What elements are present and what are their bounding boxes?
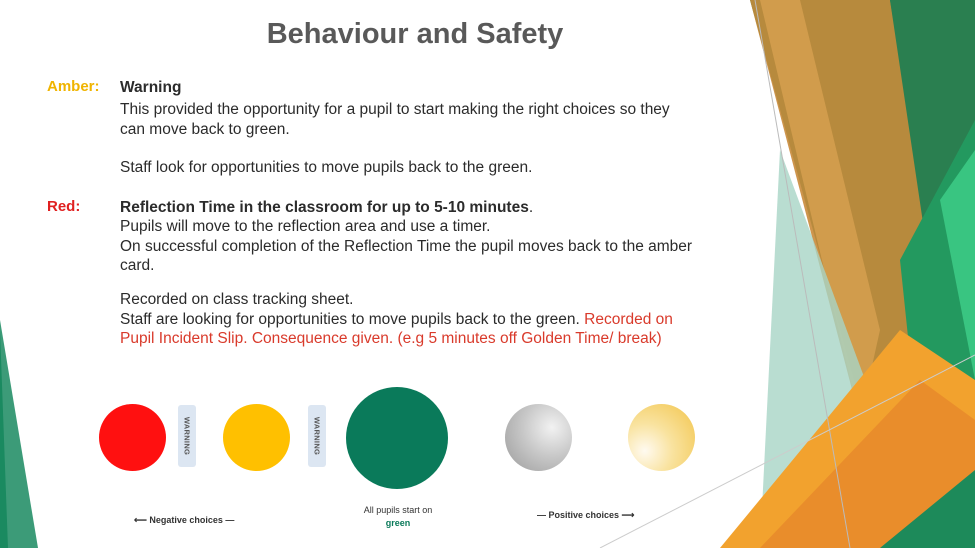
positive-choices-label: — Positive choices ⟶ — [537, 510, 635, 520]
red-heading-end: . — [528, 199, 534, 216]
amber-text-line-3: Staff look for opportunities to move pupils back to the green. — [120, 159, 533, 176]
red-label: Red: — [47, 198, 81, 215]
silver-card-circle — [505, 404, 572, 471]
amber-card-circle — [223, 404, 290, 471]
red-text-line-3: card. — [120, 257, 155, 274]
red-heading: Reflection Time in the classroom for up to 5-10 minutes — [120, 199, 529, 216]
amber-heading: Warning — [120, 79, 182, 96]
red-text-line-5 — [120, 310, 673, 330]
amber-text-line-2: can move back to green. — [120, 121, 290, 138]
start-green-text: green — [385, 518, 411, 528]
red-text-line-1: Pupils will move to the reflection area and use a timer. — [120, 218, 491, 235]
red-text-line-5b: Recorded on — [579, 311, 673, 328]
red-text-line-2: On successful completion of the Reflection Time the pupil moves back to the amber — [120, 238, 693, 255]
amber-text-line-1: This provided the opportunity for a pupil to start making the right choices so they — [120, 101, 670, 118]
warning-tag-2 — [308, 405, 326, 467]
warning-tag-1 — [178, 405, 196, 467]
red-heading-row — [120, 198, 533, 218]
negative-choices-label: ⟵ Negative choices — — [134, 515, 235, 525]
green-card-circle — [346, 387, 448, 489]
warning-tag-2-text: WARNING — [312, 416, 322, 456]
red-text-line-6: Pupil Incident Slip. Consequence given. (e.g 5 minutes off Golden Time/ break) — [120, 330, 662, 347]
page-title: Behaviour and Safety — [266, 18, 564, 50]
gold-card-circle — [628, 404, 695, 471]
amber-label: Amber: — [47, 78, 100, 95]
red-text-line-4: Recorded on class tracking sheet. — [120, 291, 354, 308]
start-text: All pupils start on — [363, 505, 433, 515]
red-card-circle — [99, 404, 166, 471]
red-text-line-5a: Staff are looking for opportunities to move pupils back to the green. — [120, 311, 580, 328]
warning-tag-1-text: WARNING — [182, 416, 192, 456]
